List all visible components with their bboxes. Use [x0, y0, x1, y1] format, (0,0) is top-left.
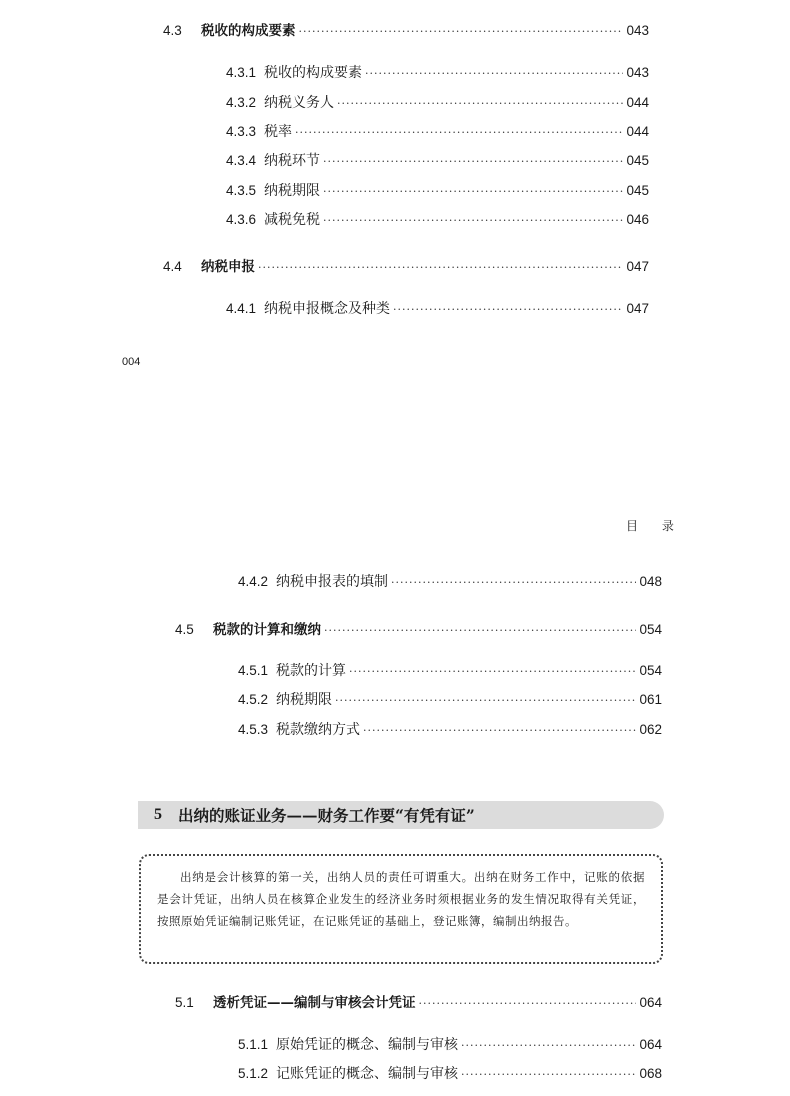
toc-subsection-4-3-6[interactable]: [226, 210, 649, 231]
subsection-number: 5.1.2: [238, 1066, 269, 1081]
chapter-intro-text: 出纳是会计核算的第一关，出纳人员的责任可谓重大。出纳在财务工作中，记账的依据是会计凭证，出纳人员在核算企业发生的经济业务时须根据业务的发生情况取得有关凭证，按照原始凭证编制记账凭证，在记账凭证的基础上，登记账簿，编制出纳报告。: [157, 870, 645, 928]
page-number: 062: [639, 722, 662, 737]
section-title: 纳税申报: [201, 259, 255, 275]
toc-subsection-4-4-2[interactable]: [238, 572, 662, 593]
subsection-number: 5.1.1: [238, 1037, 269, 1052]
toc-subsection-4-5-2[interactable]: [238, 690, 662, 711]
page-number: 044: [626, 124, 649, 139]
chapter-number: 5: [154, 806, 162, 823]
subsection-number: 4.3.1: [226, 65, 257, 80]
page-number: 043: [626, 65, 649, 80]
chapter-intro-box: [139, 854, 663, 964]
subsection-title: 纳税申报概念及种类: [264, 301, 390, 317]
toc-subsection-4-3-4[interactable]: [226, 151, 649, 172]
subsection-number: 4.3.2: [226, 95, 257, 110]
subsection-title: 记账凭证的概念、编制与审核: [276, 1066, 458, 1082]
page-number: 054: [639, 663, 662, 678]
leader-dots: [363, 721, 636, 741]
leader-dots: [299, 22, 624, 42]
subsection-number: 4.3.3: [226, 124, 257, 139]
subsection-number: 4.5.2: [238, 692, 269, 707]
toc-subsection-4-3-5[interactable]: [226, 181, 649, 202]
page-folio: 004: [122, 356, 141, 368]
toc-section-5-1[interactable]: [175, 993, 662, 1014]
subsection-title: 纳税环节: [264, 153, 320, 169]
subsection-number: 4.5.3: [238, 722, 269, 737]
page-number: 068: [639, 1066, 662, 1081]
leader-dots: [419, 994, 637, 1014]
subsection-number: 4.5.1: [238, 663, 269, 678]
leader-dots: [365, 64, 623, 84]
page-number: 047: [626, 301, 649, 316]
subsection-number: 4.3.4: [226, 153, 257, 168]
page-number: 064: [639, 1037, 662, 1052]
leader-dots: [258, 258, 623, 278]
subsection-title: 税款缴纳方式: [276, 722, 360, 738]
leader-dots: [349, 662, 636, 682]
leader-dots: [324, 621, 636, 641]
leader-dots: [391, 573, 636, 593]
section-title: 税收的构成要素: [201, 23, 296, 39]
leader-dots: [335, 691, 636, 711]
toc-subsection-4-3-1[interactable]: [226, 63, 649, 84]
page-number: 047: [626, 259, 649, 274]
subsection-title: 税率: [264, 124, 292, 140]
section-number: 5.1: [175, 995, 194, 1010]
leader-dots: [393, 300, 623, 320]
page-number: 048: [639, 574, 662, 589]
toc-subsection-4-5-1[interactable]: [238, 661, 662, 682]
chapter-banner[interactable]: [138, 801, 664, 829]
page-number: 043: [626, 23, 649, 38]
chapter-title: 出纳的账证业务——财务工作要“有凭有证”: [178, 806, 475, 825]
page-number: 054: [639, 622, 662, 637]
subsection-number: 4.3.6: [226, 212, 257, 227]
subsection-title: 原始凭证的概念、编制与审核: [276, 1037, 458, 1053]
subsection-number: 4.3.5: [226, 183, 257, 198]
toc-subsection-5-1-1[interactable]: [238, 1035, 662, 1056]
subsection-title: 纳税期限: [276, 692, 332, 708]
section-title: 税款的计算和缴纳: [213, 622, 321, 638]
running-header: 目 录: [626, 519, 684, 533]
page-number: 045: [626, 183, 649, 198]
page-number: 045: [626, 153, 649, 168]
subsection-title: 税收的构成要素: [264, 65, 362, 81]
toc-section-4-3[interactable]: [163, 21, 649, 42]
section-number: 4.3: [163, 23, 182, 38]
page-number: 061: [639, 692, 662, 707]
toc-subsection-4-4-1[interactable]: [226, 299, 649, 320]
subsection-number: 4.4.1: [226, 301, 257, 316]
leader-dots: [323, 152, 623, 172]
subsection-title: 纳税期限: [264, 183, 320, 199]
toc-section-4-5[interactable]: [175, 620, 662, 641]
leader-dots: [323, 182, 623, 202]
leader-dots: [461, 1036, 636, 1056]
subsection-title: 减税免税: [264, 212, 320, 228]
toc-subsection-4-3-3[interactable]: [226, 122, 649, 143]
subsection-title: 税款的计算: [276, 663, 346, 679]
toc-subsection-4-3-2[interactable]: [226, 93, 649, 114]
subsection-title: 纳税义务人: [264, 95, 334, 111]
section-title: 透析凭证——编制与审核会计凭证: [213, 995, 416, 1011]
page-number: 064: [639, 995, 662, 1010]
page-number: 046: [626, 212, 649, 227]
page-number: 044: [626, 95, 649, 110]
leader-dots: [337, 94, 623, 114]
subsection-title: 纳税申报表的填制: [276, 574, 388, 590]
toc-section-4-4[interactable]: [163, 257, 649, 278]
leader-dots: [461, 1065, 636, 1085]
leader-dots: [323, 211, 623, 231]
toc-subsection-4-5-3[interactable]: [238, 720, 662, 741]
section-number: 4.5: [175, 622, 194, 637]
section-number: 4.4: [163, 259, 182, 274]
subsection-number: 4.4.2: [238, 574, 269, 589]
toc-subsection-5-1-2[interactable]: [238, 1064, 662, 1085]
leader-dots: [295, 123, 623, 143]
